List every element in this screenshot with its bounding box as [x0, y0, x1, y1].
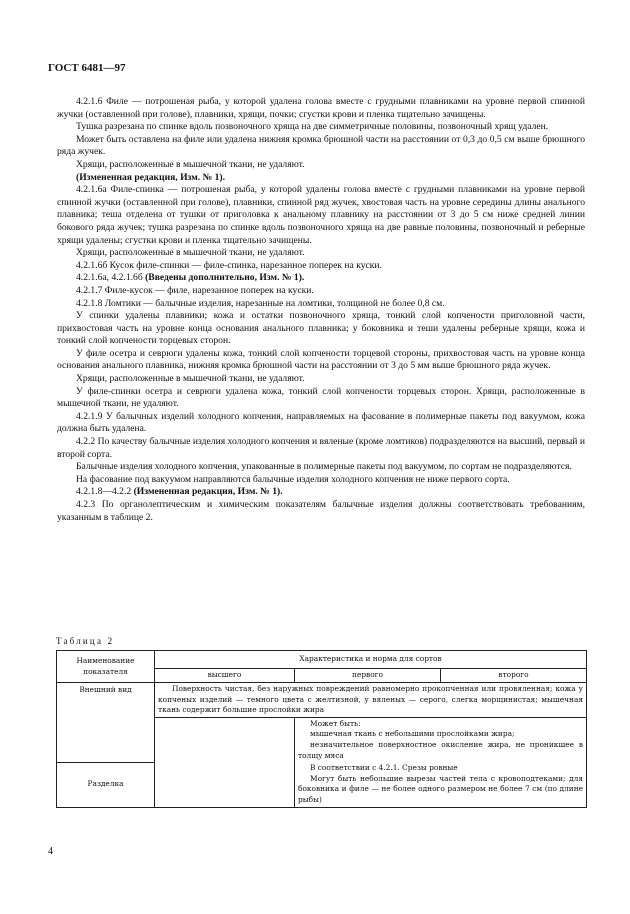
paragraph: 4.2.1.6 Филе — потрошеная рыба, у которой удалена голова вместе с грудными плавниками на уровне первой спинной жучки (оставленной при голове), плавники, хрящи, почки; сгустки крови и пленка тщательно зачищены.: [57, 96, 585, 120]
appearance-sub-line: незначительное поверхностное окисление жира, не проникшее в толщу мяса: [298, 739, 584, 760]
paragraph: 4.2.1.6а, 4.2.1.6б (Введены дополнительно, Изм. № 1).: [76, 272, 305, 284]
cutting-line: В соответствии с 4.2.1. Срезы ровные: [310, 763, 458, 773]
row-name-cutting: Разделка: [57, 762, 155, 807]
col-header-grade-first: первого: [295, 669, 441, 683]
paragraph: Может быть оставлена на филе или удалена нижняя кромка брюшной части на расстоянии от 0,3 до 0,5 см выше брюшного ряда жучек.: [57, 133, 585, 158]
appearance-sub-line: мышечная ткань с небольшими прослойками жира;: [310, 729, 515, 739]
appearance-top-grade-empty: [155, 717, 295, 762]
appearance-sub-line: Может быть:: [310, 718, 361, 728]
cutting-text: [295, 762, 587, 807]
row-name-appearance: Внешний вид: [57, 683, 155, 763]
paragraph: 4.2.3 По органолептическим и химическим показателям балычные изделия должны соответствовать требованиям, указанным в таблице 2.: [57, 499, 585, 523]
row-appearance-common: [155, 683, 587, 718]
paragraph: У филе осетра и севрюги удалены кожа, тонкий слой копчености торцевой стороны, прихвостовая часть на уровне конца основания анального плавника, нижняя кромка брюшной части на расстоянии от 3 до 5 мм выше брюшного ряда жучек.: [57, 347, 585, 372]
paragraph: У спинки удалены плавники; кожа и остатки позвоночного хряща, тонкий слой копчености приголовной части, прихвостовая часть на уровне конца основания анального плавника; у боковника и теши удалены реберные хрящи, кожа и тонкий слой копчености торцевых сторон.: [57, 310, 585, 347]
paragraph: 4.2.1.8 Ломтики — балычные изделия, нарезанные на ломтики, толщиной не более 0,8 см.: [76, 297, 445, 309]
col-header-group: Характеристика и норма для сортов: [155, 651, 587, 669]
cutting-top-grade-empty: [155, 762, 295, 807]
paragraph: 4.2.1.8—4.2.2 (Измененная редакция, Изм. № 1).: [76, 486, 283, 498]
paragraph: У филе-спинки осетра и севрюги удалена кожа, тонкий слой копчености торцевых сторон. Хрящи, расположенные в мышечной ткани, не удаляют.: [57, 385, 585, 410]
paragraph: 4.2.2 По качеству балычные изделия холодного копчения и вяленые (кроме ломтиков) подразделяются на высший, первый и второй сорта.: [57, 436, 585, 460]
paragraph: На фасование под вакуумом направляются балычные изделия холодного копчения не ниже первого сорта.: [76, 473, 510, 485]
document-header: ГОСТ 6481—97: [48, 62, 126, 74]
paragraph: 4.2.1.6б Кусок филе-спинки — филе-спинка, нарезанное поперек на куски.: [76, 259, 382, 271]
col-header-grade-top: высшего: [155, 669, 295, 683]
paragraph: Хрящи, расположенные в мышечной ткани, не удаляют.: [76, 373, 305, 385]
paragraph: Тушка разрезана по спинке вдоль позвоночного хряща на две симметричные половины, позвоночный хрящ удален.: [76, 121, 549, 133]
paragraph: Хрящи, расположенные в мышечной ткани, не удаляют.: [76, 158, 305, 170]
body-text: [57, 96, 585, 524]
appearance-grades-sub: [295, 717, 587, 762]
cutting-line: Могут быть небольшие вырезы частей тела с кровоподтеками; для боковника и филе — не более одного размером не более 7 см (по длине рыбы): [298, 773, 584, 804]
table-caption: Таблица 2: [56, 636, 115, 646]
paragraph: Хрящи, расположенные в мышечной ткани, не удаляют.: [76, 247, 305, 259]
paragraph: 4.2.1.6а Филе-спинка — потрошеная рыба, у которой удалены голова вместе с грудными плавниками на уровне первой спинной жучки (оставленной при голове), плавники, спинной ряд жучек, хвостовая часть на уровне середины длины анального плавника; теша отделена от тушки от приголовка к анальному плавнику на расстоянии от 3 до 5 см ниже средней линии бокового ряда жучек; тушка разрезана по спинке вдоль позвоночного хряща на две равные половины, позвоночный и реберные хрящи удалены; сгустки крови и пленка тщательно зачищены.: [57, 184, 585, 246]
page-number: 4: [48, 846, 53, 857]
paragraph: 4.2.1.7 Филе-кусок — филе, нарезанное поперек на куски.: [76, 284, 314, 296]
col-header-grade-second: второго: [441, 669, 587, 683]
paragraph: (Измененная редакция, Изм. № 1).: [76, 171, 226, 183]
table-2: [56, 650, 587, 808]
paragraph: Балычные изделия холодного копчения, упакованные в полимерные пакеты под вакуумом, по сортам не подразделяются.: [76, 461, 572, 473]
appearance-text: Поверхность чистая, без наружных повреждений равномерно прокопченная или провяленная; кожа у копченых изделий — темного цвета с желтизной, у вяленых — серого, слегка морщинистая; мышечная ткань содержит большие прослойки жира: [158, 684, 584, 715]
col-header-indicator: Наименование показателя: [57, 651, 155, 683]
paragraph: 4.2.1.9 У балычных изделий холодного копчения, направляемых на фасование в полимерные пакеты под вакуумом, кожа должна быть удалена.: [57, 410, 585, 435]
